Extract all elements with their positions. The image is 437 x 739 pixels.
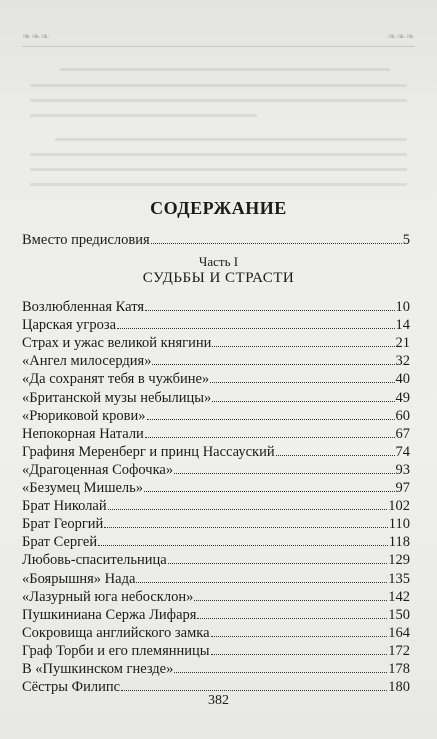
toc-entry-title: В «Пушкинском гнезде»: [22, 661, 174, 677]
toc-entry-page: 110: [388, 516, 410, 533]
toc-entry-page: 102: [388, 498, 410, 515]
toc-entry[interactable]: [22, 624, 410, 642]
toc-entry-title: «Ангел милосердия»: [22, 353, 152, 370]
toc-heading: СОДЕРЖАНИЕ: [150, 198, 287, 218]
bleed-through: [30, 153, 407, 156]
toc-entry-title: Любовь-спасительница: [22, 552, 167, 569]
leader-dots: [174, 462, 394, 474]
toc-entry[interactable]: [22, 370, 410, 388]
leader-dots: [211, 625, 388, 637]
toc-entry-page: 180: [388, 679, 410, 696]
toc-entry[interactable]: [22, 551, 410, 569]
toc-entry-title: Граф Торби и его племянницы: [22, 642, 210, 659]
leader-dots: [104, 516, 388, 528]
toc-entry[interactable]: [22, 389, 410, 407]
leader-dots: [98, 534, 388, 546]
toc-entry[interactable]: [22, 407, 410, 425]
toc-entry[interactable]: [22, 588, 410, 606]
toc-entry-page: 74: [395, 443, 410, 460]
toc-entry-page: 21: [395, 335, 410, 352]
toc-entry[interactable]: [22, 642, 410, 660]
toc-entry[interactable]: [22, 316, 410, 334]
bleed-through: [30, 183, 407, 186]
toc-entry-page: 67: [395, 425, 410, 442]
toc-entry-title: «Да сохранят тебя в чужбине»: [22, 371, 210, 388]
leader-dots: [117, 317, 394, 329]
toc-entry-title: Царская угроза: [22, 317, 117, 334]
toc-entry-title: Возлюбленная Катя: [22, 299, 145, 315]
toc-entry-title: Вместо предисловия: [22, 232, 150, 248]
toc-entry-title: Сёстры Филипс: [22, 679, 121, 696]
toc-entry-title: Непокорная Натали: [22, 425, 144, 442]
leader-dots: [212, 390, 394, 402]
part-label: Часть I: [198, 254, 239, 269]
header-rule: [22, 46, 415, 47]
toc-entry-page: 135: [388, 570, 410, 587]
leader-dots: [174, 661, 387, 673]
toc-entry-title: «Рюриковой крови»: [22, 407, 146, 424]
toc-entry[interactable]: [22, 352, 410, 370]
toc-entry-page: 150: [388, 606, 410, 623]
toc-entry[interactable]: [22, 570, 410, 588]
toc-entry[interactable]: [22, 461, 410, 479]
toc-entry-title: «Боярышня» Нада: [22, 570, 136, 587]
bleed-through: [30, 99, 407, 102]
bleed-through: [30, 84, 407, 87]
toc-entry-title: Пушкиниана Сержа Лифаря: [22, 606, 197, 623]
header-ornament-right-icon: ❧❧❧: [387, 31, 415, 43]
toc-entry[interactable]: [22, 606, 410, 624]
toc-entry-title: Брат Георгий: [22, 516, 104, 533]
toc-entry-title: Брат Сергей: [22, 534, 98, 551]
toc-entry[interactable]: [22, 533, 410, 551]
toc-entry-page: 178: [388, 661, 410, 677]
leader-dots: [145, 426, 395, 438]
toc-entry-page: 172: [388, 642, 410, 659]
part-title: СУДЬБЫ И СТРАСТИ: [142, 270, 295, 286]
toc-entry-page: 40: [395, 371, 410, 388]
leader-dots: [212, 335, 394, 347]
toc-entry-page: 97: [395, 480, 410, 496]
leader-dots: [145, 299, 394, 311]
toc-entry[interactable]: [22, 660, 410, 678]
toc-entry[interactable]: [22, 443, 410, 461]
toc-entry-page: 60: [395, 407, 410, 424]
toc-entry-title: Графиня Меренберг и принц Нассауский: [22, 443, 275, 460]
leader-dots: [210, 371, 394, 383]
leader-dots: [108, 498, 388, 510]
toc-entry[interactable]: [22, 298, 410, 316]
toc-entry-title: «Драгоценная Софочка»: [22, 461, 174, 478]
leader-dots: [147, 408, 395, 420]
toc-entry-page: 49: [395, 389, 410, 406]
bleed-through: [60, 68, 390, 71]
leader-dots: [168, 552, 388, 564]
toc-entry-page: 142: [388, 588, 410, 605]
toc-entry-page: 118: [388, 534, 410, 551]
bleed-through: [30, 168, 407, 171]
toc-entry[interactable]: [22, 334, 410, 352]
page-number: 382: [208, 693, 229, 708]
toc-entry-page: 164: [388, 624, 410, 641]
toc-entry[interactable]: [22, 497, 410, 515]
toc-entry-title: «Лазурный юга небосклон»: [22, 588, 194, 605]
toc-entry-title: Страх и ужас великой княгини: [22, 335, 212, 352]
toc-entry[interactable]: [22, 479, 410, 497]
toc-entry-title: «Британской музы небылицы»: [22, 389, 212, 406]
toc-entry-page: 10: [395, 299, 410, 315]
toc-entry-page: 14: [395, 317, 410, 334]
leader-dots: [194, 589, 387, 601]
toc-entry-intro[interactable]: [22, 231, 410, 249]
bleed-through: [55, 138, 407, 141]
toc-entry[interactable]: [22, 425, 410, 443]
toc-entry-title: Брат Николай: [22, 498, 107, 515]
toc-entry-page: 129: [388, 552, 410, 569]
header-ornament-left-icon: ❧❧❧: [22, 31, 50, 43]
toc-entry-page: 93: [395, 461, 410, 478]
leader-dots: [152, 353, 394, 365]
bleed-through: [30, 114, 257, 117]
toc-entry-page: 5: [402, 232, 410, 248]
leader-dots: [136, 571, 387, 583]
toc-entry-page: 32: [395, 353, 410, 370]
toc-entry-title: «Безумец Мишель»: [22, 480, 144, 496]
leader-dots: [276, 444, 395, 456]
leader-dots: [151, 232, 402, 244]
leader-dots: [144, 480, 394, 492]
leader-dots: [197, 607, 387, 619]
toc-entry-title: Сокровища английского замка: [22, 624, 210, 641]
toc-entry[interactable]: [22, 515, 410, 533]
leader-dots: [121, 679, 387, 691]
leader-dots: [211, 643, 388, 655]
